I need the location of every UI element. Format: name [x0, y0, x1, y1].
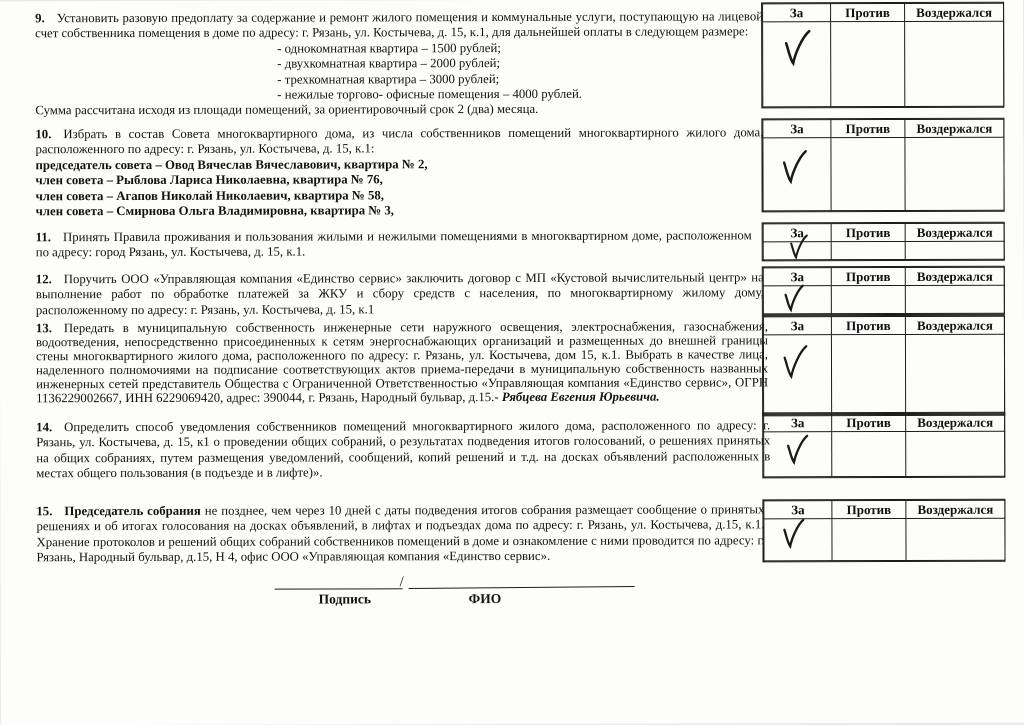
- vote-header-vozderzhalsya: Воздержался: [905, 119, 1004, 137]
- vote-header-za: За: [763, 317, 831, 335]
- vote-cell-za: [764, 432, 832, 477]
- item-13-text: Передать в муниципальную собственность инженерные сети наружного освещения, электроснабжения, газоснабжения, водоотведения, непосредственно присоединенных к сетям энергоснабжающих организаций и размещенных до внешней границы стены многоквартирного жилого дома, расположенного по адресу: г. Рязань, ул. Костычева, дом 15, к.1. Выбрать в качестве лица, наделенного полномочиями на подписание соответствующих актов приема-передачи в муниципальную собственность названных инженерных сетей представитель Общества с Ограниченной Ответственностью «Управляющая компания «Единство сервис», ОГРН 1136229002667, ИНН 6229069420, адрес: 390044, г. Рязань, Народный бульвар, д.15.-: [35, 319, 769, 406]
- vote-table-item-15: [763, 500, 1004, 562]
- vote-header-vozderzhalsya: Воздержался: [905, 3, 1004, 21]
- vote-table-item-9: [762, 3, 1003, 108]
- vote-header-vozderzhalsya: Воздержался: [905, 223, 1004, 241]
- item-9-number: 9.: [35, 11, 45, 26]
- item-11-block: [36, 228, 752, 261]
- item-14-number: 14.: [36, 420, 53, 435]
- vote-header-za: За: [763, 120, 831, 138]
- item-15-text: не позднее, чем через 10 дней с даты подведения итогов собрания размещает сообщение о принятых решениях и об итогах голосования на досках объявлений, в лифтах и подъездах дома по адресу: г. Рязань, ул. Костычева, д.15, к.1. Хранение протоколов и решений общих собраний собственников помещений в доме и ознакомление с ними проводится по адресу: г. Рязань, Народный бульвар, д.15, Н 4, офис ООО «Управляющая компания «Единство сервис».: [36, 502, 765, 565]
- vote-cell-vozderzhalsya: [905, 21, 1004, 106]
- vote-header-za: За: [763, 268, 831, 286]
- vote-header-protiv: Против: [832, 500, 906, 518]
- full-name-label: ФИО: [468, 591, 502, 607]
- item-10-paragraph: [35, 125, 763, 158]
- vote-cell-vozderzhalsya: [905, 137, 1004, 210]
- item-15-block: [36, 502, 764, 566]
- item-14-paragraph: [36, 418, 770, 482]
- item-10-number: 10.: [35, 127, 52, 142]
- vote-header-protiv: Против: [831, 316, 905, 334]
- item-10-block: [35, 125, 763, 219]
- vote-cell-za: [763, 138, 831, 211]
- vote-header-za: За: [763, 224, 831, 242]
- vote-table-item-10: [762, 119, 1003, 212]
- vote-header-protiv: Против: [831, 267, 905, 285]
- full-name-line: [409, 574, 635, 589]
- vote-cell-protiv: [831, 137, 905, 210]
- vote-cell-protiv: [831, 241, 905, 259]
- vote-cell-vozderzhalsya: [905, 334, 1004, 414]
- list-item: - однокомнатная квартира – 1500 рублей;: [277, 40, 501, 56]
- vote-cell-vozderzhalsya: [906, 431, 1005, 476]
- item-14-block: [36, 418, 770, 482]
- list-item: - двухкомнатная квартира – 2000 рублей;: [277, 56, 501, 71]
- vote-table-item-13: [763, 316, 1004, 416]
- vote-header-vozderzhalsya: Воздержался: [905, 316, 1004, 334]
- vote-cell-vozderzhalsya: [906, 518, 1005, 560]
- item-15-paragraph: [36, 502, 764, 566]
- vote-cell-za: [763, 22, 831, 107]
- vote-cell-za: [764, 519, 832, 561]
- vote-table-item-14: [763, 413, 1004, 478]
- item-12-block: [36, 270, 764, 318]
- signature-line: [275, 576, 403, 589]
- item-9-block: [35, 9, 763, 119]
- vote-header-protiv: Против: [831, 3, 905, 21]
- vote-cell-protiv: [832, 431, 906, 476]
- signature-block: [1, 574, 1024, 620]
- signature-slash: /: [399, 574, 404, 591]
- vote-header-vozderzhalsya: Воздержался: [906, 413, 1005, 431]
- item-13-paragraph: [36, 319, 768, 405]
- item-9-paragraph: [35, 9, 763, 42]
- vote-cell-protiv: [832, 518, 906, 560]
- meeting-chairman-label: Председатель собрания: [64, 503, 201, 519]
- item-9-text: Установить разовую предоплату за содержание и ремонт жилого помещения и коммунальные услуги, поступающую на лицевой счет собственника помещения в доме по адресу: г. Рязань, ул. Костычева, д. 15, к.1, для дальнейшей оплаты в следующем размере:: [35, 9, 764, 41]
- vote-cell-za: [763, 286, 831, 314]
- vote-header-protiv: Против: [831, 119, 905, 137]
- vote-header-protiv: Против: [832, 413, 906, 431]
- vote-header-za: За: [763, 4, 831, 22]
- vote-cell-protiv: [831, 21, 905, 106]
- council-member-line: член совета – Смирнова Ольга Владимировна, квартира № 3,: [35, 203, 394, 219]
- vote-table-item-11: [763, 223, 1004, 261]
- vote-header-vozderzhalsya: Воздержался: [905, 267, 1004, 285]
- item-9-price-list: [277, 40, 763, 103]
- vote-header-za: За: [764, 414, 832, 432]
- item-15-number: 15.: [36, 504, 53, 519]
- vote-cell-vozderzhalsya: [905, 285, 1004, 313]
- vote-cell-vozderzhalsya: [905, 241, 1004, 259]
- item-10-text: Избрать в состав Совета многоквартирного дома, из числа собственников помещений многоквартирного жилого дома, расположенного по адресу: г. Рязань, ул. Костычева, д. 15, к.1:: [35, 125, 764, 157]
- council-chairman-line: председатель совета – Овод Вячеслав Вячеславович, квартира № 2,: [35, 157, 428, 173]
- item-12-paragraph: [36, 270, 764, 318]
- item-11-paragraph: [36, 228, 752, 261]
- vote-header-vozderzhalsya: Воздержался: [906, 500, 1005, 518]
- authorized-person-name: Рябцева Евгения Юрьевича.: [501, 390, 660, 405]
- council-member-line: член совета – Агапов Николай Николаевич, квартира № 58,: [35, 187, 384, 203]
- item-13-block: [36, 319, 768, 405]
- item-12-number: 12.: [35, 272, 52, 287]
- list-item: - нежилые торгово- офисные помещения – 4000 рублей.: [277, 86, 583, 102]
- signature-label: Подпись: [318, 591, 372, 607]
- vote-cell-protiv: [831, 334, 905, 414]
- item-9-footer: Сумма рассчитана исходя из площади помещений, за ориентировочный срок 2 (два) месяца.: [35, 102, 539, 118]
- vote-header-za: За: [764, 501, 832, 519]
- vote-table-item-12: [763, 267, 1004, 315]
- item-11-number: 11.: [35, 230, 51, 245]
- council-member-line: член совета – Рыблова Лариса Николаевна, квартира № 76,: [35, 172, 383, 188]
- item-11-text: Принять Правила проживания и пользования жилыми и нежилыми помещениями в многоквартирном доме, расположенном по адресу: город Рязань, ул. Костычева, д. 15, к.1.: [35, 228, 752, 260]
- vote-cell-za: [763, 242, 831, 260]
- item-12-text: Поручить ООО «Управляющая компания «Единство сервис» заключить договор с МП «Кустовой вычислительный центр» на выполнение работ по обработке платежей за ЖКУ и сбору средств с населения, по многоквартирному жилому дому, расположенному по адресу: г. Рязань, ул. Костычева, д. 15, к.1: [35, 270, 764, 318]
- vote-header-protiv: Против: [831, 223, 905, 241]
- list-item: - трехкомнатная квартира – 3000 рублей;: [277, 71, 500, 87]
- vote-cell-protiv: [831, 285, 905, 313]
- item-13-number: 13.: [35, 321, 52, 336]
- item-14-text: Определить способ уведомления собственников помещений многоквартирного жилого дома, расположенного по адресу: г. Рязань, ул. Костычева, д. 15, к1 о проведении общих собраний, о результатах подведения итогов голосований, о решениях принятых на общих собраниях, путем размещения уведомлений, сообщений, копий решений и т.д. на досках объявлений расположенных в местах общего пользования (в подъезде и в лифте)».: [36, 418, 771, 481]
- vote-cell-za: [763, 335, 831, 415]
